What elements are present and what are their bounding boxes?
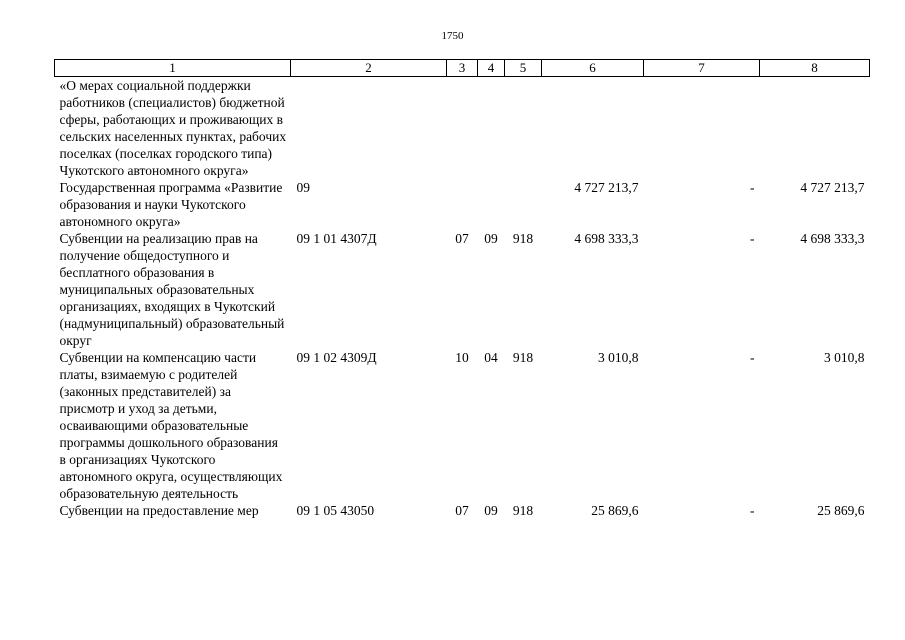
row-grbs [505,179,542,230]
column-header: 6 [542,60,644,77]
table-row [55,230,870,349]
row-rz: 07 [455,231,469,246]
row-grbs: 918 [512,231,534,246]
row-total: 25 869,6 [591,503,639,518]
row-rz [447,179,478,230]
column-header: 5 [505,60,542,77]
row-name: Субвенции на реализацию прав на получение общедоступного и бесплатного образования в муниципальных образовательных организациях, входящих в Чукотский (надмуниципальный) образовательный округ [59,231,285,348]
header-row [55,60,870,77]
row-pr: 09 [484,231,498,246]
row-federal: - [750,231,755,246]
table-row [55,349,870,502]
page-number: 1750 [441,30,464,42]
row-code: 09 [296,180,310,195]
column-header: 2 [291,60,447,77]
row-code: 09 1 05 43050 [296,503,375,518]
row-regional: 3 010,8 [824,350,865,365]
row-rz [447,77,478,180]
row-federal: - [750,180,755,195]
row-grbs: 918 [512,503,534,518]
row-code [291,77,447,180]
table-row [55,502,870,519]
row-name: Государственная программа «Развитие образования и науки Чукотского автономного округа» [59,180,283,229]
row-pr: 09 [484,503,498,518]
row-total: 4 698 333,3 [574,231,639,246]
row-name: Субвенции на компенсацию части платы, взимаемую с родителей (законных представителей) за присмотр и уход за детьми, осваивающими образовательные программы дошкольного образования в организациях Чукотского автономного округа, осуществляющих образовательную деятельность [59,350,283,501]
row-total [542,77,644,180]
row-code: 09 1 01 4307Д [296,231,377,246]
row-rz: 10 [455,350,469,365]
column-header: 7 [644,60,760,77]
row-pr [478,77,505,180]
row-name: «О мерах социальной поддержки работников (специалистов) бюджетной сферы, работающих и проживающих в сельских населенных пунктах, рабочих поселках (поселках городского типа) Чукотского автономного округа» [59,78,287,178]
row-rz: 07 [455,503,469,518]
row-grbs: 918 [512,350,534,365]
column-header: 3 [447,60,478,77]
row-regional: 4 698 333,3 [800,231,865,246]
row-pr: 04 [484,350,498,365]
row-total: 3 010,8 [598,350,639,365]
column-header: 1 [55,60,291,77]
row-regional [760,77,870,180]
row-regional: 25 869,6 [817,503,865,518]
row-federal [644,77,760,180]
row-federal: - [750,503,755,518]
row-total: 4 727 213,7 [574,180,639,195]
column-header: 4 [478,60,505,77]
row-grbs [505,77,542,180]
row-code: 09 1 02 4309Д [296,350,377,365]
row-name: Субвенции на предоставление мер [59,503,259,518]
row-pr [478,179,505,230]
table-row [55,179,870,230]
row-regional: 4 727 213,7 [800,180,865,195]
budget-table [54,59,870,519]
row-federal: - [750,350,755,365]
column-header: 8 [760,60,870,77]
table-row [55,77,870,180]
